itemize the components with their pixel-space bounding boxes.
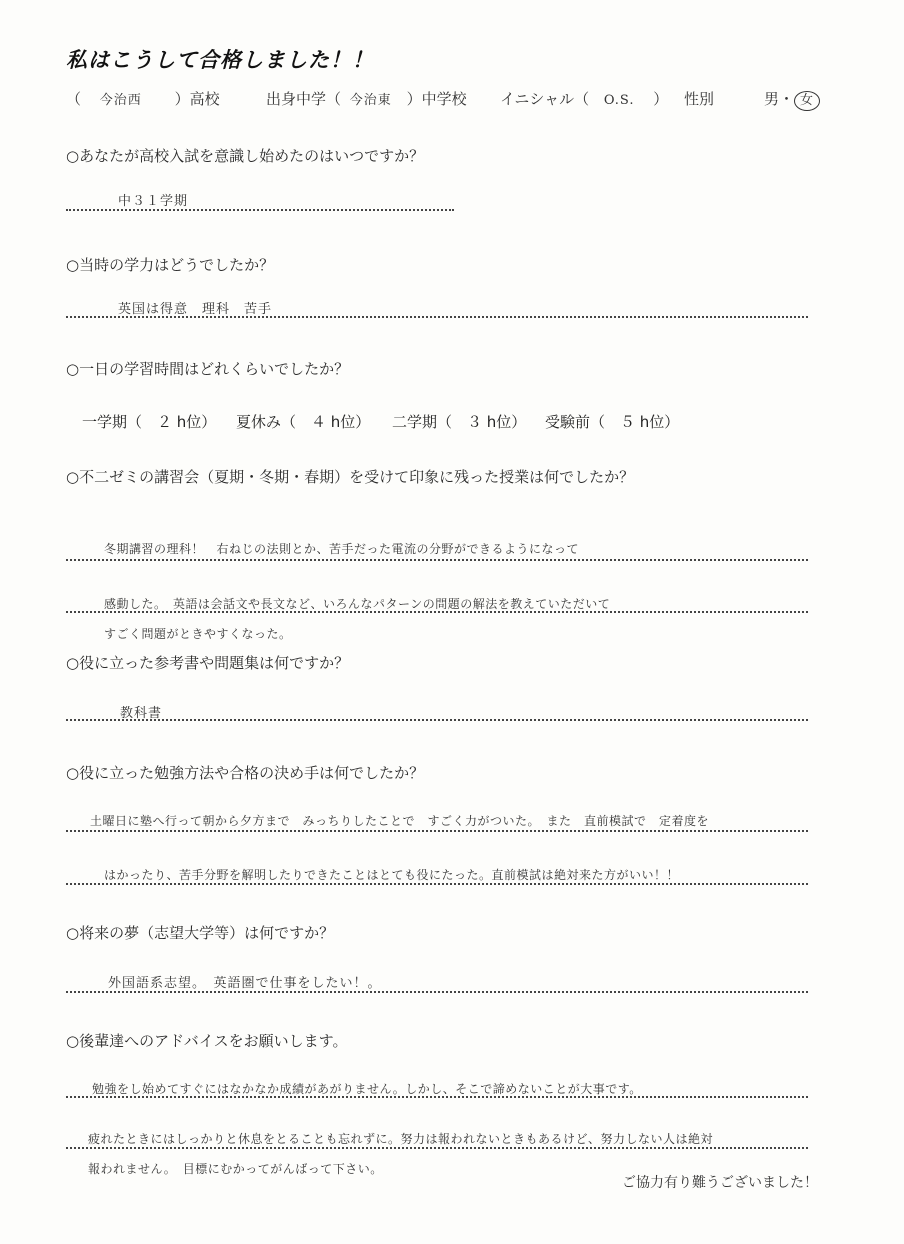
study-hours-term1: 一学期（ ２ h位） [82,413,217,431]
study-hours-summer: 夏休み（ ４ h位） [236,413,371,431]
answer-8-line-3: 報われません。 目標にむかってがんばって下さい。 [88,1162,383,1176]
initial-close: ） [653,90,669,108]
gender-label: 性別 [684,90,715,108]
answer-4-line-3: すごく問題がときやすくなった。 [104,627,292,641]
answer-4-line-1: 冬期講習の理科！ 右ねじの法則とか、苦手だった電流の分野ができるようになって [104,542,580,556]
answer-1: 中３１学期 [118,194,189,209]
answer-2: 英国は得意 理科 苦手 [118,302,273,317]
gender-female-circled: 女 [794,91,820,111]
initial-field [500,88,668,109]
answer-5: 教科書 [120,706,163,721]
answer-8-line-1: 勉強をし始めてすぐにはなかなか成績があがりません。しかし、そこで諦めないことが大事です。 [92,1082,642,1096]
school-value: 今治西 [99,93,142,108]
question-1: ○あなたが高校入試を意識し始めたのはいつですか？ [66,147,425,165]
answer-line [66,611,808,613]
question-2: ○当時の学力はどうでしたか？ [66,256,275,274]
question-4: ○不二ゼミの講習会（夏期・冬期・春期）を受けて印象に残った授業は何でしたか？ [66,468,635,486]
answer-4-line-2: 感動した。 英語は会話文や長文など、いろんなパターンの問題の解法を教えていただいて [104,597,611,611]
answer-6-line-1: 土曜日に塾へ行って朝から夕方まで みっちりしたことで すごく力がついた。 また 直前模試で 定着度を [90,814,710,828]
origin-school-field [266,88,467,109]
answer-line [66,1147,808,1149]
school-close: ）高校 [174,90,220,108]
question-5: ○役に立った参考書や問題集は何ですか？ [66,654,350,672]
answer-line [66,316,808,318]
question-3: ○一日の学習時間はどれくらいでしたか？ [66,360,350,378]
question-7: ○将来の夢（志望大学等）は何ですか？ [66,924,335,942]
study-hours-term2: 二学期（ ３ h位） [392,413,527,431]
gender-field [764,88,820,111]
origin-label: 出身中学（ [266,90,342,108]
answer-8-line-2: 疲れたときにはしっかりと休息をとることも忘れずに。努力は報われないときもあるけど、努力しない人は絶対 [88,1132,714,1146]
answer-line [66,1096,808,1098]
answer-7: 外国語系志望。 英語圏で仕事をしたい！。 [108,976,382,991]
origin-value: 今治東 [349,93,392,108]
study-hours-exam: 受験前（ ５ h位） [545,413,680,431]
gender-male: 男・ [764,90,795,108]
answer-line [66,719,808,721]
answer-6-line-2: はかったり、苦手分野を解明したりできたことはとても役にたった。直前模試は絶対来た方がいい！！ [104,868,680,882]
initial-value: O.S. [603,93,635,108]
question-6: ○役に立った勉強方法や合格の決め手は何でしたか？ [66,764,425,782]
question-8: ○後輩達へのアドバイスをお願いします。 [66,1032,348,1050]
thanks-message: ご協力有り難うございました！ [622,1175,818,1191]
school-open: （ [66,90,82,108]
school-field [66,88,220,109]
answer-line [66,830,808,832]
origin-close: ）中学校 [406,90,467,108]
answer-line [66,883,808,885]
initial-label: イニシャル（ [500,90,590,108]
answer-line [66,991,808,993]
answer-line [66,209,454,211]
page-title: 私はこうして合格しました！！ [66,48,374,72]
answer-line [66,559,808,561]
